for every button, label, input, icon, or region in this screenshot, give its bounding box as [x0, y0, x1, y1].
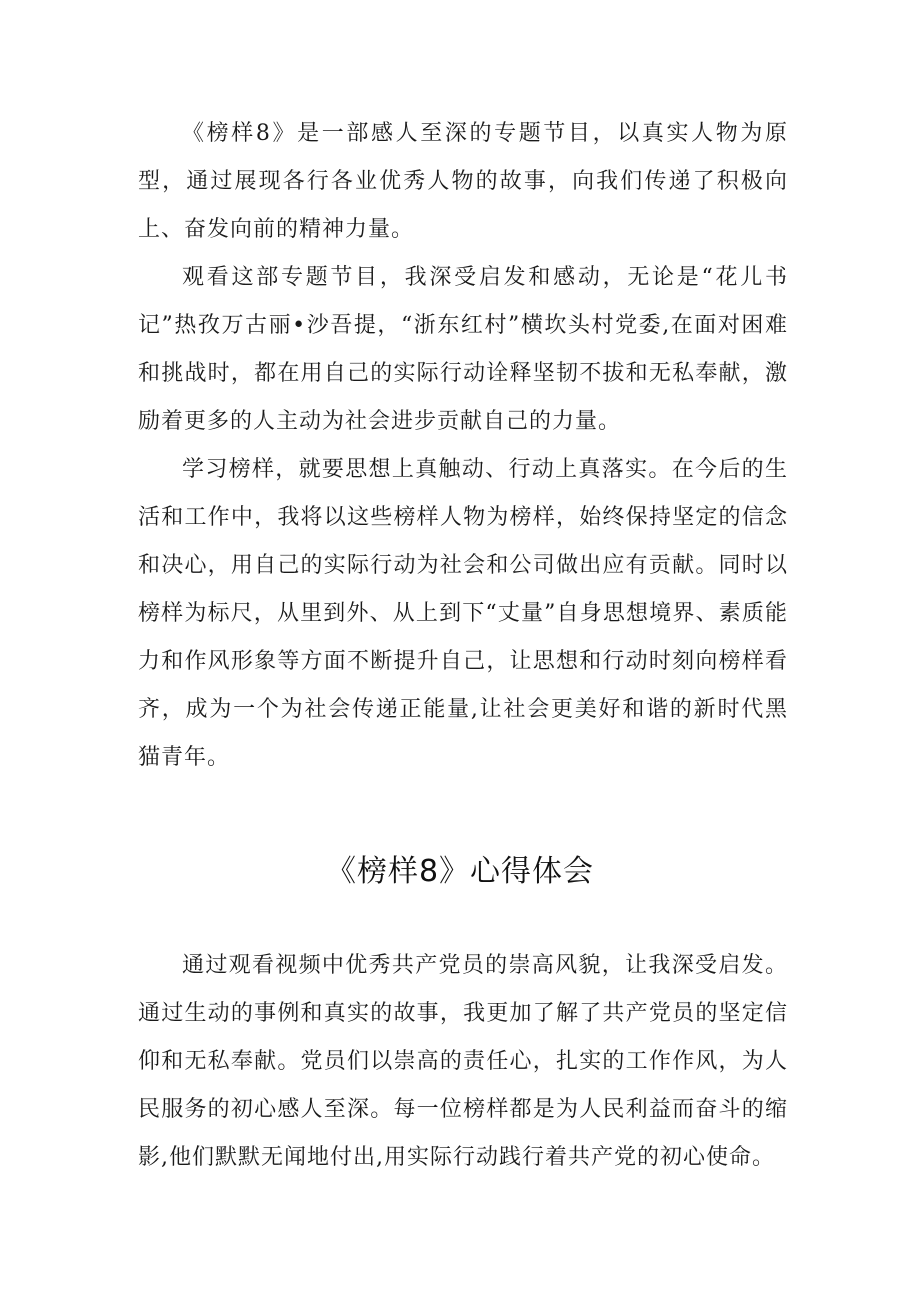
paragraph-intro: 《榜样8》是一部感人至深的专题节目，以真实人物为原型，通过展现各行各业优秀人物的故事，向我们传递了积极向上、奋发向前的精神力量。: [138, 121, 788, 242]
paragraph-reflection: 通过观看视频中优秀共产党员的崇高风貌，让我深受启发。通过生动的事例和真实的故事，我更加了解了共产党员的坚定信仰和无私奉献。党员们以崇高的责任心，扎实的工作作风，为人民服务的初心感人至深。每一位榜样都是为人民利益而奋斗的缩影,他们默默无闻地付出,用实际行动践行着共产党的初心使命。: [138, 953, 788, 1170]
paragraph-learning: 学习榜样，就要思想上真触动、行动上真落实。在今后的生活和工作中，我将以这些榜样人物为榜样，始终保持坚定的信念和决心，用自己的实际行动为社会和公司做出应有贡献。同时以榜样为标尺，从里到外、从上到下“丈量”自身思想境界、素质能力和作风形象等方面不断提升自己，让思想和行动时刻向榜样看齐，成为一个为社会传递正能量,让社会更美好和谐的新时代黑猫青年。: [138, 457, 788, 770]
paragraph-inspiration: 观看这部专题节目，我深受启发和感动，无论是“花儿书记”热孜万古丽•沙吾提，“浙东红村”横坎头村党委,在面对困难和挑战时，都在用自己的实际行动诠释坚韧不拔和无私奉献，激励着更多的人主动为社会进步贡献自己的力量。: [138, 265, 788, 434]
section-title: 《榜样8》心得体会: [325, 854, 595, 889]
